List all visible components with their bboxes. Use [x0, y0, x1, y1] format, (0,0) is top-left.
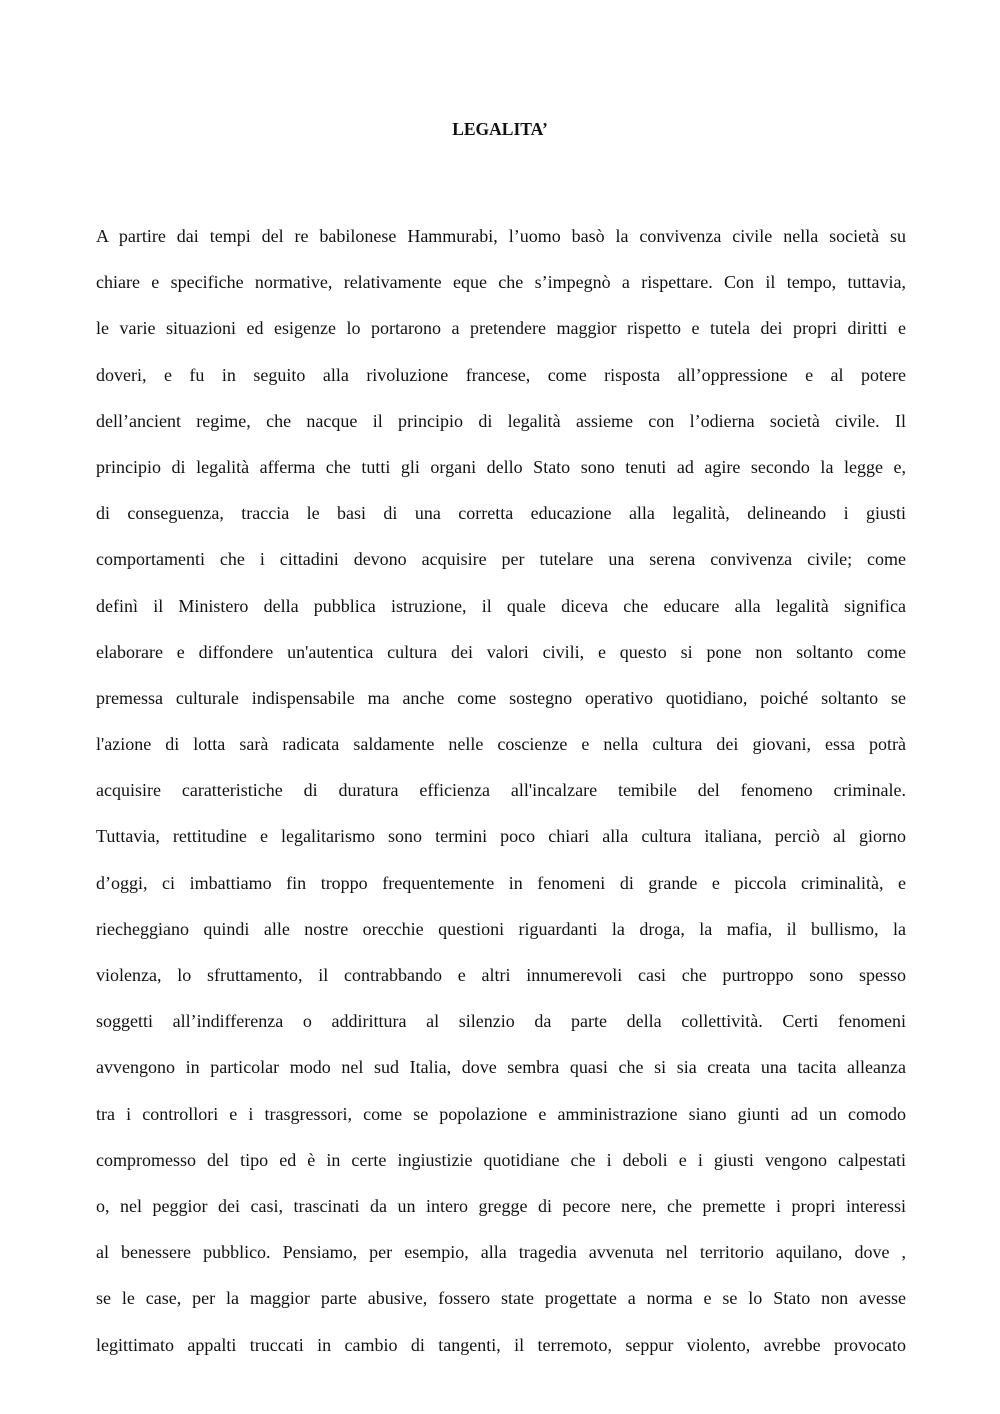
text-line: d’oggi, ci imbattiamo fin troppo frequentemente in fenomeni di grande e piccola criminalità, e [96, 872, 906, 893]
text-line: legittimato appalti truccati in cambio di tangenti, il terremoto, seppur violento, avrebbe provocato [96, 1334, 906, 1355]
text-line: violenza, lo sfruttamento, il contrabbando e altri innumerevoli casi che purtroppo sono spesso [96, 965, 906, 985]
text-line: premessa culturale indispensabile ma anche come sostegno operativo quotidiano, poiché soltanto se [96, 687, 906, 708]
text-line: soggetti all’indifferenza o addirittura al silenzio da parte della collettività. Certi fenomeni [96, 1011, 906, 1032]
text-line: chiare e specifiche normative, relativamente eque che s’impegnò a rispettare. Con il tempo, tuttavia, [96, 272, 906, 293]
text-line: Tuttavia, rettitudine e legalitarismo sono termini poco chiari alla cultura italiana, perciò al giorno [96, 826, 906, 847]
text-line: l'azione di lotta sarà radicata saldamente nelle coscienze e nella cultura dei giovani, essa potrà [96, 734, 906, 755]
text-line: compromesso del tipo ed è in certe ingiustizie quotidiane che i deboli e i giusti vengono calpestati [96, 1149, 906, 1170]
text-line: le varie situazioni ed esigenze lo portarono a pretendere maggior rispetto e tutela dei propri diritti e [96, 318, 906, 339]
text-line: o, nel peggior dei casi, trascinati da un intero gregge di pecore nere, che premette i propri interessi [96, 1195, 906, 1216]
text-line: riecheggiano quindi alle nostre orecchie questioni riguardanti la droga, la mafia, il bullismo, la [96, 918, 906, 939]
text-line: di conseguenza, traccia le basi di una corretta educazione alla legalità, delineando i giusti [96, 503, 906, 524]
text-line: se le case, per la maggior parte abusive, fossero state progettate a norma e se lo Stato non avesse [96, 1288, 906, 1309]
text-line: definì il Ministero della pubblica istruzione, il quale diceva che educare alla legalità significa [96, 595, 906, 616]
text-line: al benessere pubblico. Pensiamo, per esempio, alla tragedia avvenuta nel territorio aquilano, dove , [96, 1242, 906, 1263]
text-line: avvengono in particolar modo nel sud Italia, dove sembra quasi che si sia creata una tacita alleanza [96, 1057, 906, 1078]
document-title: LEGALITA’ [452, 119, 548, 139]
text-line: elaborare e diffondere un'autentica cultura dei valori civili, e questo si pone non soltanto come [96, 641, 906, 662]
text-line: acquisire caratteristiche di duratura efficienza all'incalzare temibile del fenomeno criminale. [96, 780, 906, 801]
text-line: principio di legalità afferma che tutti gli organi dello Stato sono tenuti ad agire secondo la legge e, [96, 456, 906, 477]
text-line: A partire dai tempi del re babilonese Hammurabi, l’uomo basò la convivenza civile nella società su [96, 226, 906, 246]
text-line: tra i controllori e i trasgressori, come se popolazione e amministrazione siano giunti ad un comodo [96, 1103, 906, 1124]
text-line: comportamenti che i cittadini devono acquisire per tutelare una serena convivenza civile; come [96, 549, 906, 570]
text-line: dell’ancient regime, che nacque il principio di legalità assieme con l’odierna società civile. Il [96, 410, 906, 431]
body-paragraph [96, 222, 906, 1377]
text-line: doveri, e fu in seguito alla rivoluzione francese, come risposta all’oppressione e al potere [96, 364, 906, 385]
